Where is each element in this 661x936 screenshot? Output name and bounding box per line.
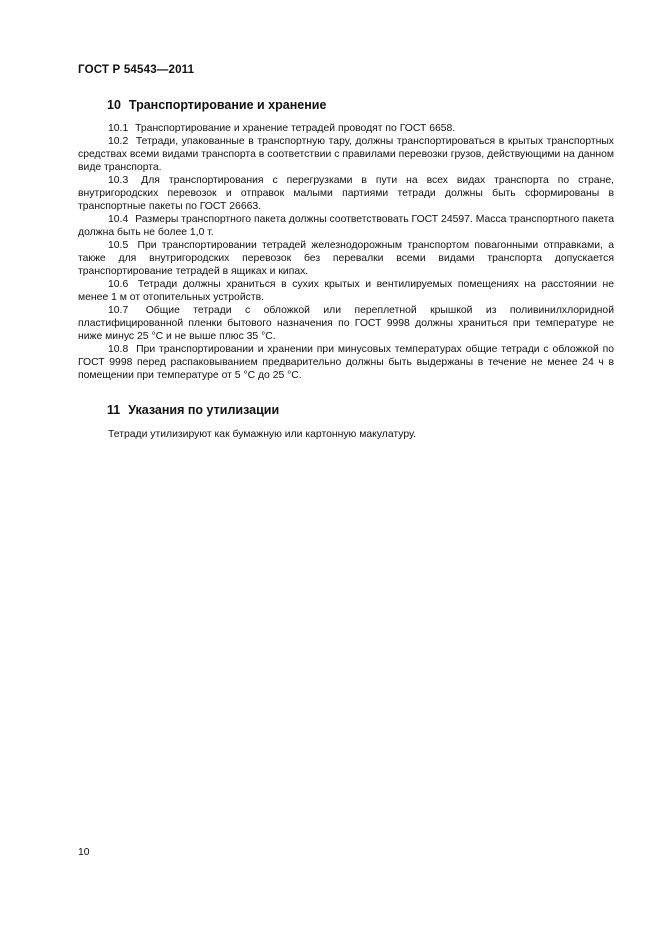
paragraph-number: 10.7 [108, 305, 129, 316]
paragraph-10-3 [78, 174, 614, 213]
section-11-body [78, 428, 614, 441]
paragraph-text: Размеры транспортного пакета должны соответствовать ГОСТ 24597. Масса транспортного пакета должна быть не более 1,0 т. [78, 214, 614, 238]
paragraph-text: При транспортировании и хранении при минусовых температурах общие тетради с обложкой по ГОСТ 9998 перед распаковыванием предварительно должны быть выдержаны в течение не менее 24 ч в помещении при температуре от 5 °С до 25 °С. [78, 344, 615, 381]
paragraph-10-4 [78, 213, 614, 239]
paragraph-number: 10.5 [108, 240, 129, 251]
paragraph-10-8 [78, 343, 614, 382]
section-number: 11 [107, 403, 121, 417]
section-title: Указания по утилизации [128, 403, 280, 417]
paragraph-text: Тетради утилизируют как бумажную или картонную макулатуру. [108, 429, 417, 440]
paragraph-10-7 [78, 304, 614, 343]
paragraph-text: Транспортирование и хранение тетрадей проводят по ГОСТ 6658. [135, 123, 456, 134]
section-10-heading [107, 98, 326, 112]
paragraph-text: Тетради, упакованные в транспортную тару, должны транспортироваться в крытых транспортных средствах всеми видами транспорта в соответствии с правилами перевозки грузов, действующими на данном виде транспорта. [78, 136, 614, 173]
paragraph-number: 10.6 [108, 279, 129, 290]
document-code: ГОСТ Р 54543—2011 [78, 64, 195, 76]
paragraph-text: Для транспортирования с перегрузками в пути на всех видах транспорта по стране, внутригородских перевозок и отправок малыми партиями тетради должны быть сформированы в транспортные пакеты по ГОСТ 26663. [78, 175, 614, 212]
section-number: 10 [107, 98, 121, 112]
section-title: Транспортирование и хранение [128, 98, 327, 112]
paragraph-10-1 [78, 122, 614, 135]
paragraph-text: Общие тетради с обложкой или переплетной крышкой из поливинилхлоридной пластифицированной пленки бытового назначения по ГОСТ 9998 должны храниться при температуре не ниже минус 25 °С и не выше плюс 35 °С. [78, 305, 615, 342]
page-number: 10 [78, 847, 90, 858]
paragraph-10-2 [78, 135, 614, 174]
paragraph-number: 10.8 [108, 344, 129, 355]
paragraph-number: 10.2 [108, 136, 129, 147]
paragraph-number: 10.4 [108, 214, 129, 225]
paragraph-10-5 [78, 239, 614, 278]
section-10-body [78, 122, 614, 382]
paragraph-number: 10.3 [108, 175, 129, 186]
paragraph-text: Тетради должны храниться в сухих крытых и вентилируемых помещениях на расстоянии не менее 1 м от отопительных устройств. [78, 279, 615, 303]
paragraph-11 [78, 428, 614, 441]
paragraph-number: 10.1 [108, 123, 129, 134]
paragraph-10-6 [78, 278, 614, 304]
paragraph-text: При транспортировании тетрадей железнодорожным транспортом повагонными отправками, а также для внутригородских перевозок без перевалки всеми видами транспорта допускается транспортирование тетрадей в ящиках и кипах. [78, 240, 615, 277]
section-11-heading [107, 403, 279, 417]
